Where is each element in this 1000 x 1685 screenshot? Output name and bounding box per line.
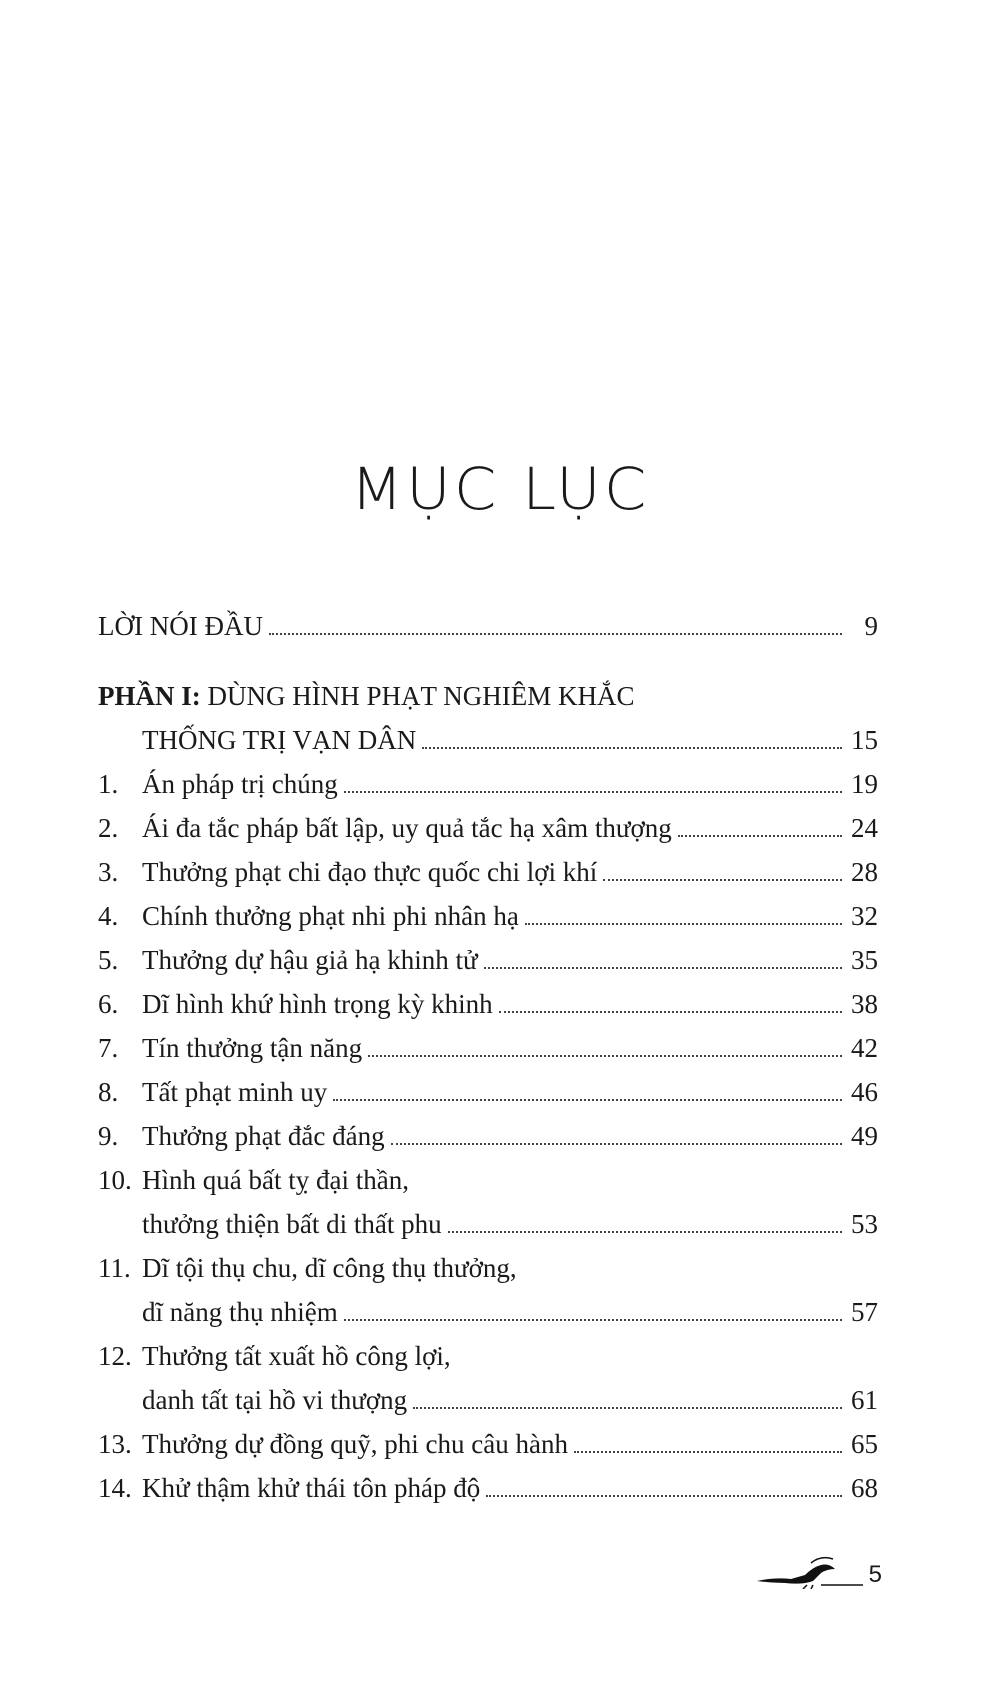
leader-dots <box>413 1407 842 1409</box>
page-number: 5 <box>868 1561 882 1588</box>
toc-entry[interactable] <box>98 888 878 932</box>
toc-entry-label-line2: dĩ năng thụ nhiệm <box>142 1297 338 1327</box>
toc-entry[interactable] <box>98 1020 878 1064</box>
entry-number: 13. <box>98 1429 132 1459</box>
leader-dots <box>269 633 842 635</box>
table-of-contents <box>98 598 878 1504</box>
toc-entry-label: Thưởng dự hậu giả hạ khinh tử <box>142 945 478 975</box>
toc-entry-label: Thưởng dự đồng quỹ, phi chu câu hành <box>142 1429 568 1459</box>
page-footer <box>755 1555 882 1589</box>
toc-entry-label: LỜI NÓI ĐẦU <box>98 611 263 641</box>
entry-number: 9. <box>98 1121 119 1151</box>
leader-dots <box>344 791 842 793</box>
leader-dots <box>448 1231 842 1233</box>
toc-entry-multiline[interactable] <box>98 1240 878 1328</box>
toc-page-number: 38 <box>851 989 878 1019</box>
leader-dots <box>678 835 842 837</box>
toc-page-number: 46 <box>851 1077 878 1107</box>
toc-entry-multiline[interactable] <box>98 1152 878 1240</box>
toc-entry[interactable] <box>98 1460 878 1504</box>
toc-entry[interactable] <box>98 932 878 976</box>
toc-entry-label: Dĩ hình khứ hình trọng kỳ khinh <box>142 989 493 1019</box>
toc-page-number: 61 <box>851 1385 878 1415</box>
page-title: MỤC LỤC <box>350 455 650 523</box>
entry-number: 6. <box>98 989 119 1019</box>
leader-dots <box>486 1495 842 1497</box>
toc-entry[interactable] <box>98 800 878 844</box>
toc-page-number: 68 <box>851 1473 878 1503</box>
leader-dots <box>499 1011 842 1013</box>
toc-page-number: 42 <box>851 1033 878 1063</box>
toc-page-number: 28 <box>851 857 878 887</box>
toc-entry-intro[interactable] <box>98 598 878 642</box>
toc-entry[interactable] <box>98 844 878 888</box>
toc-page-number: 57 <box>851 1297 878 1327</box>
toc-page-number: 32 <box>851 901 878 931</box>
leader-dots <box>368 1055 842 1057</box>
entry-number: 7. <box>98 1033 119 1063</box>
entry-number: 11. <box>98 1253 131 1283</box>
leader-dots <box>391 1143 842 1145</box>
toc-page-number: 24 <box>851 813 878 843</box>
toc-entry[interactable] <box>98 1416 878 1460</box>
leader-dots <box>574 1451 842 1453</box>
toc-entry-label: Chính thưởng phạt nhi phi nhân hạ <box>142 901 519 931</box>
entry-number: 10. <box>98 1165 132 1195</box>
toc-entry[interactable] <box>98 1064 878 1108</box>
toc-entry-label: Ái đa tắc pháp bất lập, uy quả tắc hạ xâm thượng <box>142 813 672 843</box>
toc-entry-label: Khử thậm khử thái tôn pháp độ <box>142 1473 481 1503</box>
entry-number: 1. <box>98 769 119 799</box>
part-title-line1: DÙNG HÌNH PHẠT NGHIÊM KHẮC <box>200 681 635 711</box>
part-title-line2: THỐNG TRỊ VẠN DÂN <box>142 725 417 755</box>
toc-entry-label-line2: thưởng thiện bất di thất phu <box>142 1209 442 1239</box>
toc-entry-label-line2: danh tất tại hồ vi thượng <box>142 1385 408 1415</box>
entry-number: 4. <box>98 901 119 931</box>
part-prefix: PHẦN I: <box>98 681 201 711</box>
toc-page-number: 65 <box>851 1429 878 1459</box>
part-heading[interactable] <box>98 668 878 712</box>
toc-page-number: 15 <box>851 725 878 755</box>
leader-dots <box>333 1099 842 1101</box>
toc-page-number: 53 <box>851 1209 878 1239</box>
toc-entry-label: Thưởng phạt đắc đáng <box>142 1121 385 1151</box>
toc-entry-label-line1: Thưởng tất xuất hồ công lợi, <box>142 1341 451 1371</box>
leader-dots <box>525 923 842 925</box>
toc-entry[interactable] <box>98 756 878 800</box>
entry-number: 14. <box>98 1473 132 1503</box>
toc-entry[interactable] <box>98 1108 878 1152</box>
leader-dots <box>603 879 842 881</box>
toc-entry-label-line1: Dĩ tội thụ chu, dĩ công thụ thưởng, <box>142 1253 517 1283</box>
toc-entry-label: Thưởng phạt chi đạo thực quốc chi lợi khí <box>142 857 598 887</box>
toc-page-number: 49 <box>851 1121 878 1151</box>
entry-number: 8. <box>98 1077 119 1107</box>
entry-number: 3. <box>98 857 119 887</box>
entry-number: 5. <box>98 945 119 975</box>
bird-ornament-icon <box>755 1555 865 1589</box>
toc-entry-multiline[interactable] <box>98 1328 878 1416</box>
toc-entry[interactable] <box>98 976 878 1020</box>
leader-dots <box>422 747 842 749</box>
toc-page-number: 35 <box>851 945 878 975</box>
toc-entry-part1[interactable] <box>98 712 878 756</box>
toc-page-number: 9 <box>864 611 878 641</box>
leader-dots <box>484 967 842 969</box>
entry-number: 12. <box>98 1341 132 1371</box>
toc-entry-label-line1: Hình quá bất tỵ đại thần, <box>142 1165 409 1195</box>
leader-dots <box>344 1319 842 1321</box>
toc-page-number: 19 <box>851 769 878 799</box>
toc-entry-label: Tín thưởng tận năng <box>142 1033 363 1063</box>
toc-entry-label: Án pháp trị chúng <box>142 769 338 799</box>
toc-entry-label: Tất phạt minh uy <box>142 1077 328 1107</box>
entry-number: 2. <box>98 813 119 843</box>
